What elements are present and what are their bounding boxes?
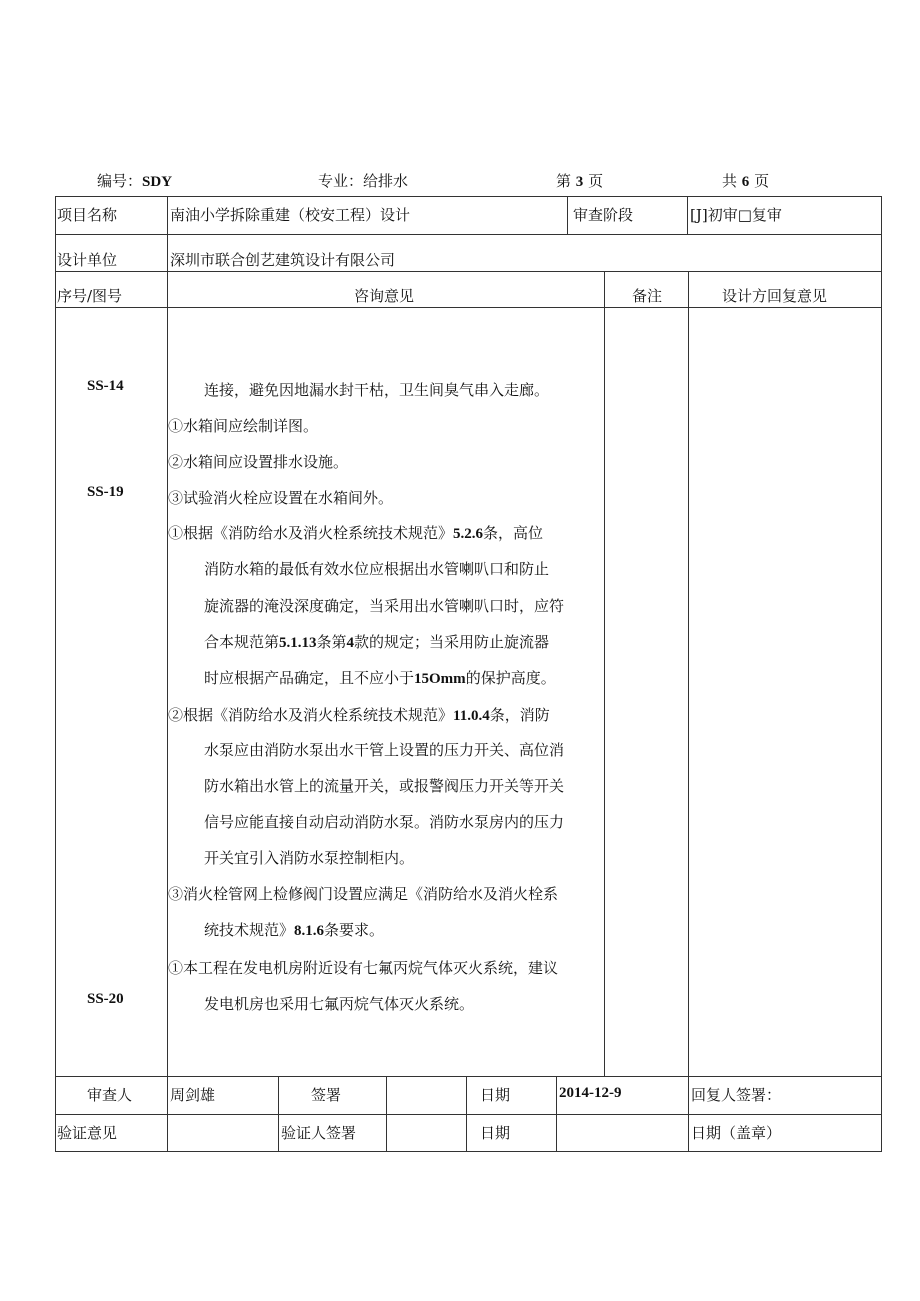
row-divider [55,307,882,308]
total-value: 6 [741,174,750,190]
page-number [556,170,603,191]
project-name-label: 项目名称 [57,206,118,224]
item-code: SS-20 [87,991,124,1007]
item-code: SS-14 [87,378,124,394]
opinion-line: 开关宜引入消防水泵控制柜内。 [204,849,415,867]
opinion-line: 统技术规范》8.1.6条要求。 [204,921,385,939]
verify-label: 验证意见 [57,1124,118,1142]
col-header-opinion: 咨询意见 [354,287,415,305]
page-value: 3 [575,174,584,190]
reply-sign-label: 回复人签署： [691,1086,782,1104]
col-header-remark: 备注 [632,287,663,305]
item-code: SS-19 [87,484,124,500]
col-divider [386,1076,387,1152]
col-divider [167,196,168,1152]
design-unit-label: 设计单位 [57,251,118,269]
total-suffix: 页 [754,172,770,190]
verifier-sign-label: 验证人签署 [281,1124,357,1142]
sign-label: 签署 [311,1086,342,1104]
doc-number-label: 编号： [97,172,143,190]
opinion-line: 合本规范第5.1.13条第4款的规定；当采用防止旋流器 [204,633,550,651]
reviewer-label: 审查人 [87,1086,133,1104]
total-prefix: 共 [722,172,738,190]
col-divider [687,196,688,234]
col-header-reply: 设计方回复意见 [722,287,828,305]
major [318,170,408,191]
date-label: 日期 [480,1086,511,1104]
col-divider [278,1076,279,1152]
opinion-line: 信号应能直接自动启动消防水泵。消防水泵房内的压力 [204,813,565,831]
design-unit-value: 深圳市联合创艺建筑设计有限公司 [170,251,396,269]
opinion-line: 消防水箱的最低有效水位应根据出水管喇叭口和防止 [204,560,550,578]
date-seal-label: 日期（盖章） [691,1124,782,1142]
date-value: 2014-12-9 [559,1085,622,1101]
opinion-line: 旋流器的淹没深度确定，当采用出水管喇叭口时，应符 [204,597,565,615]
project-name-value: 南油小学拆除重建（校安工程）设计 [170,206,411,224]
date-label-2: 日期 [480,1124,511,1142]
row-divider [55,1076,882,1077]
opinion-line: ③消火栓管网上检修阀门设置应满足《消防给水及消火栓系 [168,885,559,903]
row-divider [55,234,882,235]
review-stage-label: 审查阶段 [573,206,634,224]
major-value: 给排水 [363,172,409,190]
opinion-line: ③试验消火栓应设置在水箱间外。 [168,489,394,507]
page-prefix: 第 [556,172,572,190]
opinion-line: ①本工程在发电机房附近设有七氟丙烷气体灭火系统，建议 [168,959,559,977]
page-suffix: 页 [588,172,604,190]
doc-number [97,170,172,191]
col-divider [604,271,605,1076]
opinion-line: ①根据《消防给水及消火栓系统技术规范》5.2.6条，高位 [168,524,544,542]
opinion-line: 水泵应由消防水泵出水干管上设置的压力开关、高位消 [204,741,565,759]
reviewer-value: 周剑雄 [170,1086,216,1104]
opinion-line: 连接，避免因地漏水封干枯，卫生间臭气串入走廊。 [204,381,550,399]
col-divider [466,1076,467,1152]
row-divider [55,271,882,272]
col-divider [556,1076,557,1152]
opinion-line: ①水箱间应绘制详图。 [168,417,319,435]
opinion-line: 防水箱出水管上的流量开关，或报警阀压力开关等开关 [204,777,565,795]
major-label: 专业： [318,172,364,190]
opinion-line: ②水箱间应设置排水设施。 [168,453,349,471]
total-pages [722,170,769,191]
opinion-line: ②根据《消防给水及消火栓系统技术规范》11.0.4条，消防 [168,706,550,724]
review-stage-value: [J]初审□复审 [690,206,782,224]
opinion-line: 时应根据产品确定，且不应小于15Omm的保护高度。 [204,669,556,687]
doc-number-value: SDY [142,174,173,190]
col-header-seq: 序号/图号 [57,287,123,305]
opinion-line: 发电机房也采用七氟丙烷气体灭火系统。 [204,995,475,1013]
col-divider [567,196,568,234]
row-divider [55,1114,882,1115]
col-divider [688,271,689,1152]
